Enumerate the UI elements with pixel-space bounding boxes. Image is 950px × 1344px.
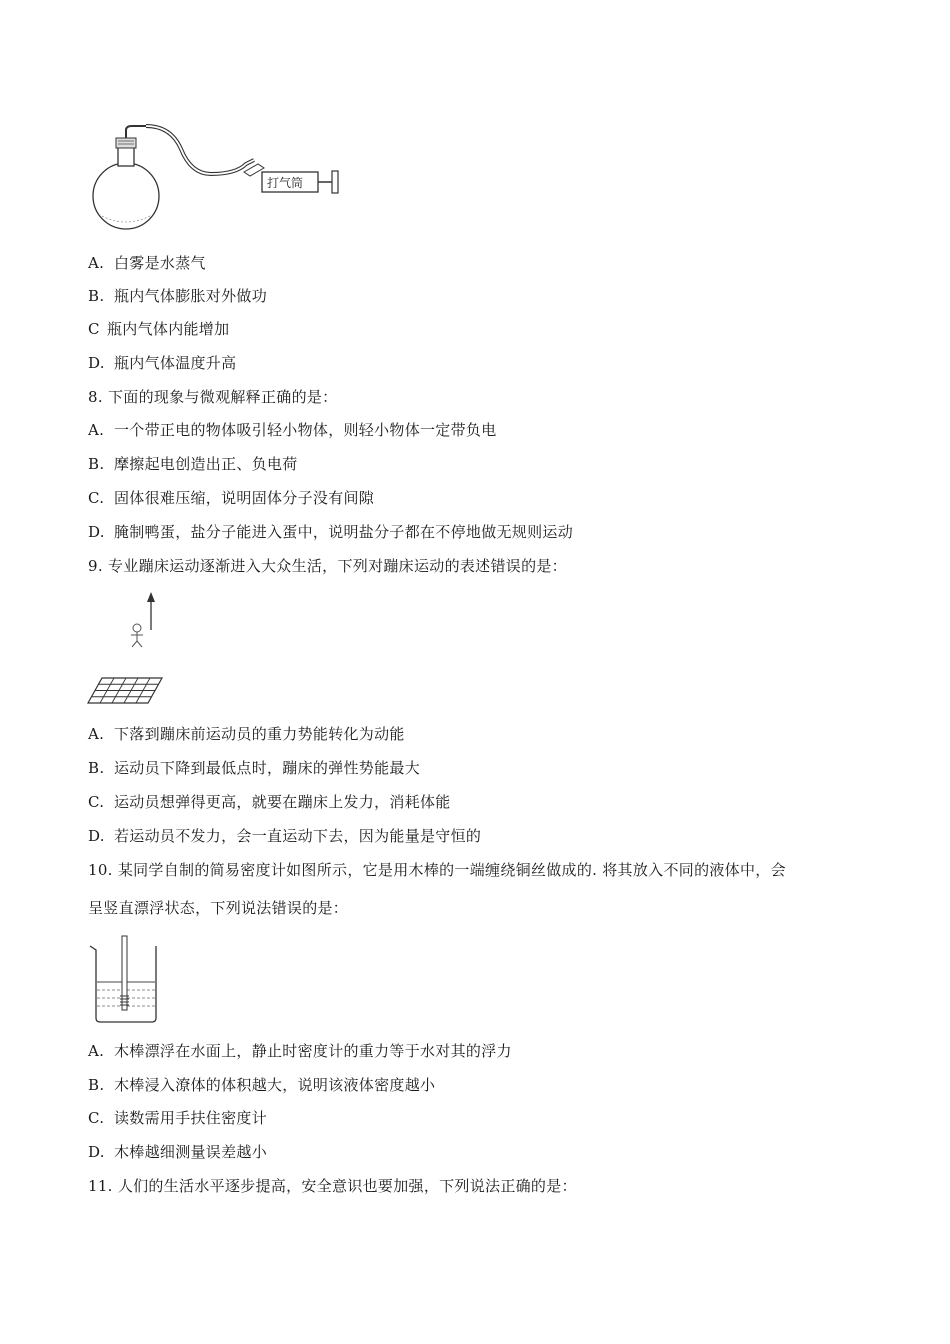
option-text: 瓶内气体膨胀对外做功 xyxy=(114,287,268,305)
q10-option-c xyxy=(88,1108,267,1128)
flask-pump-illustration xyxy=(86,124,346,230)
q9-option-d xyxy=(88,826,481,846)
q9-option-b xyxy=(88,758,420,778)
q7-option-c xyxy=(88,319,229,339)
option-text: 摩擦起电创造出正、负电荷 xyxy=(114,455,298,473)
option-letter: B. xyxy=(88,455,105,473)
option-text: 读数需用手扶住密度计 xyxy=(114,1109,268,1127)
option-letter: A. xyxy=(88,1042,105,1060)
q9-option-c xyxy=(88,792,451,812)
beaker-illustration xyxy=(86,934,166,1026)
q10-option-b xyxy=(88,1075,435,1095)
q7-option-d xyxy=(88,353,236,373)
option-letter: C. xyxy=(88,793,105,811)
q11-stem: 11. 人们的生活水平逐步提高，安全意识也要加强，下列说法正确的是： xyxy=(88,1177,577,1195)
pump-label: 打气筒 xyxy=(267,176,304,190)
option-letter: B. xyxy=(88,759,105,777)
q9-option-a xyxy=(88,724,405,744)
option-letter: B. xyxy=(88,1076,105,1094)
q10-option-d xyxy=(88,1142,267,1162)
option-letter: C. xyxy=(88,1109,105,1127)
q10-stem-line-2: 呈竖直漂浮状态，下列说法错误的是： xyxy=(88,899,349,917)
option-text: 木棒漂浮在水面上，静止时密度计的重力等于水对其的浮力 xyxy=(114,1042,512,1060)
option-letter: D. xyxy=(88,827,105,845)
q10-stem-line-1: 10. 某同学自制的简易密度计如图所示，它是用木棒的一端缠绕铜丝做成的. 将其放入不同的液体中，会 xyxy=(88,861,786,879)
option-letter: C xyxy=(88,320,100,338)
q7-option-a xyxy=(88,253,206,273)
option-text: 腌制鸭蛋，盐分子能进入蛋中，说明盐分子都在不停地做无规则运动 xyxy=(114,523,574,541)
q9-stem: 9. 专业蹦床运动逐渐进入大众生活，下列对蹦床运动的表述错误的是： xyxy=(88,557,567,575)
option-letter: A. xyxy=(88,725,105,743)
option-text: 一个带正电的物体吸引轻小物体，则轻小物体一定带负电 xyxy=(114,421,497,439)
beaker-hydrometer-figure xyxy=(86,934,166,1026)
option-letter: D. xyxy=(88,1143,105,1161)
flask-pump-figure xyxy=(86,124,346,230)
option-text: 若运动员不发力，会一直运动下去，因为能量是守恒的 xyxy=(114,827,482,845)
option-letter: C. xyxy=(88,489,105,507)
q10-option-a xyxy=(88,1041,512,1061)
option-letter: D. xyxy=(88,354,105,372)
trampoline-illustration xyxy=(86,588,166,708)
option-text: 运动员下降到最低点时，蹦床的弹性势能最大 xyxy=(114,759,421,777)
q8-option-d xyxy=(88,522,573,542)
option-text: 木棒浸入潦体的体积越大，说明该液体密度越小 xyxy=(114,1076,436,1094)
option-letter: A. xyxy=(88,421,105,439)
q8-option-b xyxy=(88,454,298,474)
option-text: 瓶内气体温度升高 xyxy=(114,354,237,372)
option-letter: A. xyxy=(88,254,105,272)
option-letter: B. xyxy=(88,287,105,305)
option-text: 下落到蹦床前运动员的重力势能转化为动能 xyxy=(114,725,405,743)
option-letter: D. xyxy=(88,523,105,541)
q7-option-b xyxy=(88,286,267,306)
q8-stem: 8. 下面的现象与微观解释正确的是： xyxy=(88,388,338,406)
option-text: 白雾是水蒸气 xyxy=(114,254,206,272)
option-text: 木棒越细测量误差越小 xyxy=(114,1143,268,1161)
q8-option-a xyxy=(88,420,497,440)
option-text: 运动员想弹得更高，就要在蹦床上发力，消耗体能 xyxy=(114,793,451,811)
option-text: 瓶内气体内能增加 xyxy=(107,320,230,338)
trampoline-figure xyxy=(86,588,166,708)
q8-option-c xyxy=(88,488,374,508)
option-text: 固体很难压缩，说明固体分子没有间隙 xyxy=(114,489,375,507)
